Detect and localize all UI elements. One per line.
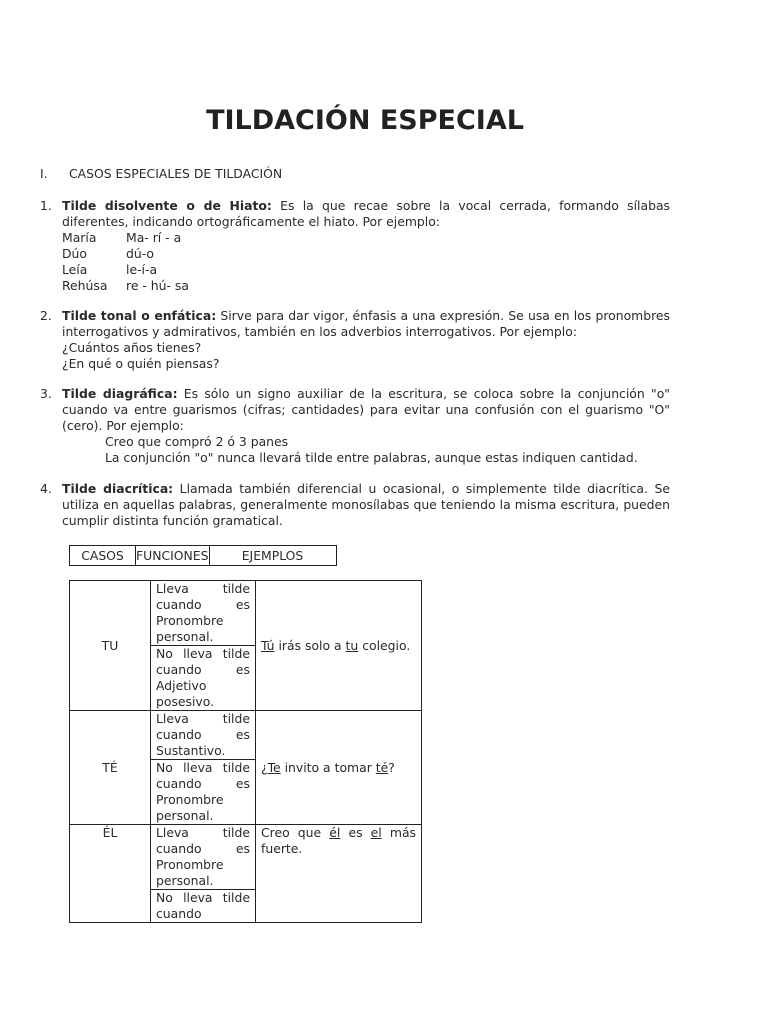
function-cell: No lleva tilde cuando es Pronombre personal.	[151, 760, 256, 825]
case-cell: TÉ	[70, 711, 151, 825]
item-text: Llamada también diferencial u ocasional, o simplemente tilde diacrítica. Se utiliza en aquellas palabras, generalmente monosílabas que teniendo la misma escritura, pueden cumplir distinta función gramatical.	[62, 481, 670, 528]
section-number: I.	[40, 166, 48, 181]
case-cell: TU	[70, 581, 151, 711]
function-cell: No lleva tilde cuando	[151, 890, 256, 923]
example-cell	[256, 581, 422, 711]
example-row	[62, 278, 670, 294]
example-underlined: tu	[345, 637, 359, 653]
example-line: Creo que compró 2 ó 3 panes	[105, 434, 289, 449]
example-cell	[256, 825, 422, 923]
item-number: 1.	[40, 198, 52, 213]
example-text: irás solo a	[274, 637, 346, 653]
example-line: La conjunción "o" nunca llevará tilde entre palabras, aunque estas indiquen cantidad.	[105, 450, 638, 465]
example-text: más fuerte.	[261, 825, 416, 856]
table-header	[69, 545, 337, 566]
example-split: Ma- rí - a	[126, 230, 182, 245]
item-text: Es sólo un signo auxiliar de la escritura, se coloca sobre la conjunción "o" cuando va entre guarismos (cifras; cantidades) para evitar una confusión con el guarismo "O" (cero). Por ejemplo:	[62, 386, 670, 433]
example-split: le-í-a	[126, 262, 158, 277]
example-underlined: él	[329, 825, 341, 840]
function-cell: Lleva tilde cuando es Sustantivo.	[151, 711, 256, 760]
example-word: Rehúsa	[62, 278, 108, 293]
example-underlined: Te	[267, 759, 281, 775]
example-underlined: Tú	[261, 637, 275, 653]
item-term: Tilde diagráfica:	[62, 386, 178, 401]
item-number: 4.	[40, 481, 52, 496]
item-number: 2.	[40, 308, 52, 323]
table-row	[70, 825, 422, 890]
example-word: Dúo	[62, 246, 87, 261]
example-row	[62, 246, 670, 262]
item-tonal	[40, 308, 670, 372]
table-row	[70, 581, 422, 646]
header-ejemplos: EJEMPLOS	[209, 546, 336, 566]
item-term: Tilde tonal o enfática:	[62, 308, 217, 323]
item-text: Sirve para dar vigor, énfasis a una expresión. Se usa en los pronombres interrogativos y admirativos, también en los adverbios interrogativos. Por ejemplo:	[62, 308, 670, 339]
page-title: TILDACIÓN ESPECIAL	[206, 105, 524, 136]
section-heading	[40, 166, 282, 182]
case-cell: ÉL	[70, 825, 151, 923]
example-text: es	[340, 825, 371, 840]
function-cell: Lleva tilde cuando es Pronombre personal.	[151, 825, 256, 890]
example-line: ¿En qué o quién piensas?	[62, 356, 220, 371]
item-term: Tilde disolvente o de Hiato:	[62, 198, 272, 213]
example-underlined: el	[370, 825, 382, 840]
item-number: 3.	[40, 386, 52, 401]
header-casos: CASOS	[70, 546, 136, 566]
diacritic-table	[69, 580, 422, 923]
example-word: María	[62, 230, 97, 245]
item-diacritica	[40, 481, 670, 529]
example-underlined: té	[375, 759, 389, 775]
section-title: CASOS ESPECIALES DE TILDACIÓN	[69, 166, 283, 181]
example-split: re - hú- sa	[126, 278, 189, 293]
example-text: ?	[388, 759, 395, 775]
example-text: ¿	[261, 759, 268, 775]
example-text: Creo que	[261, 825, 330, 840]
example-text: invito a tomar	[280, 759, 376, 775]
example-word: Leía	[62, 262, 88, 277]
item-hiato	[40, 198, 670, 294]
example-row	[62, 262, 670, 278]
item-term: Tilde diacrítica:	[62, 481, 174, 496]
example-split: dú-o	[126, 246, 155, 261]
item-text: Es la que recae sobre la vocal cerrada, formando sílabas diferentes, indicando ortográficamente el hiato. Por ejemplo:	[62, 198, 671, 229]
function-cell: No lleva tilde cuando es Adjetivo posesivo.	[151, 646, 256, 711]
item-diagrafica	[40, 386, 670, 466]
example-cell	[256, 711, 422, 825]
header-funciones: FUNCIONES	[136, 546, 210, 566]
function-cell: Lleva tilde cuando es Pronombre personal.	[151, 581, 256, 646]
example-text: colegio.	[358, 637, 411, 653]
example-line: ¿Cuántos años tienes?	[62, 340, 202, 355]
table-row	[70, 711, 422, 760]
example-row	[62, 230, 670, 246]
